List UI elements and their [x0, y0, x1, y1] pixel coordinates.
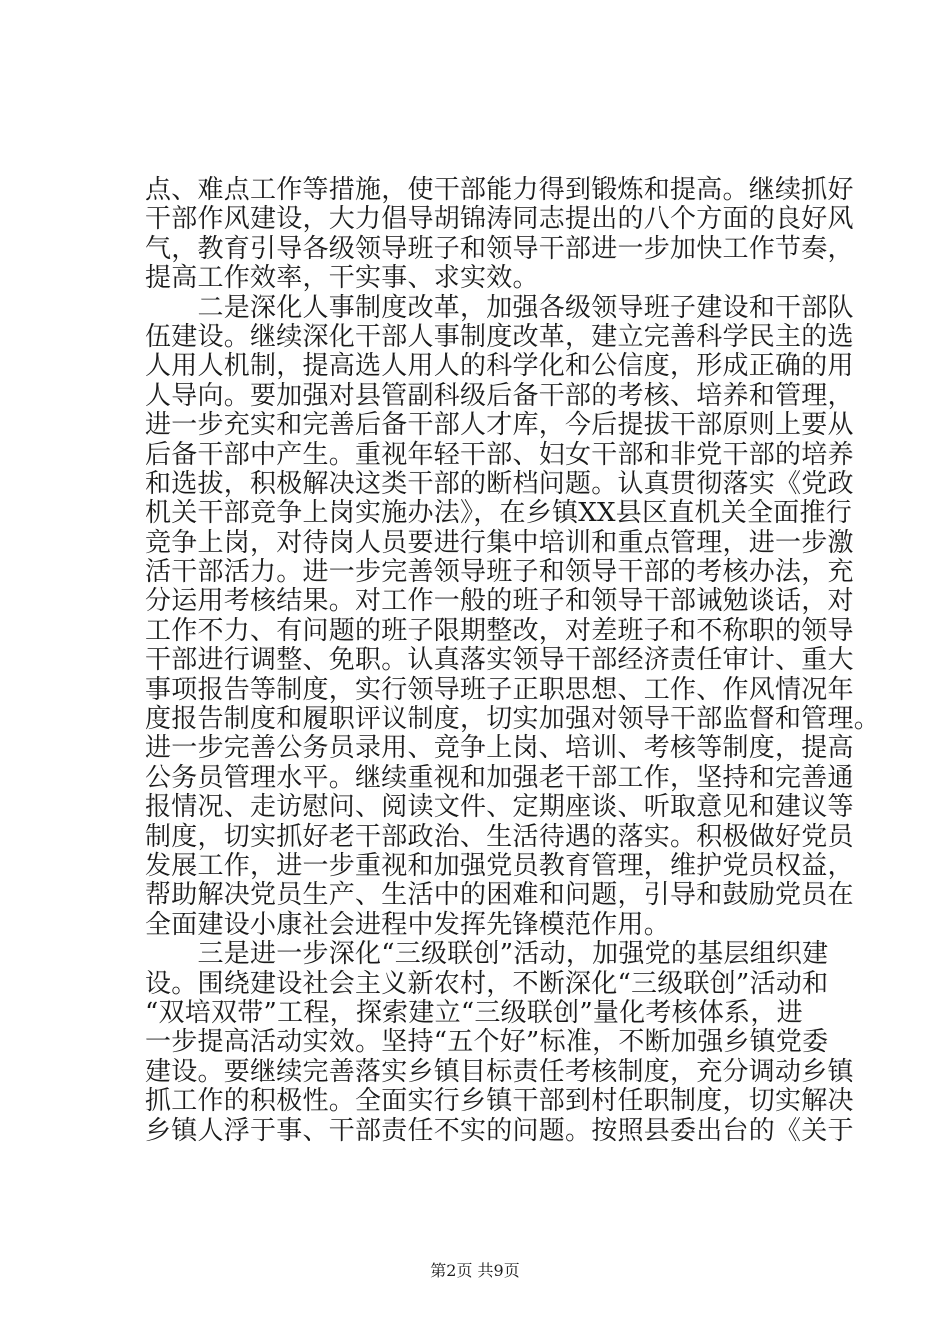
text-line: 一步提高活动实效。坚持“五个好”标准，不断加强乡镇党委 [145, 1027, 829, 1058]
text-line: 乡镇人浮于事、干部责任不实的问题。按照县委出台的《关于 [145, 1115, 854, 1146]
text-line: 制度，切实抓好老干部政治、生活待遇的落实。积极做好党员 [145, 821, 854, 852]
text-line: 竞争上岗，对待岗人员要进行集中培训和重点管理，进一步激 [145, 527, 854, 558]
text-line: 点、难点工作等措施，使干部能力得到锻炼和提高。继续抓好 [145, 175, 854, 205]
text-line: 和选拔，积极解决这类干部的断档问题。认真贯彻落实《党政 [145, 468, 854, 499]
text-line: 设。围绕建设社会主义新农村，不断深化“三级联创”活动和 [145, 968, 829, 999]
text-line: 气，教育引导各级领导班子和领导干部进一步加快工作节奏， [145, 233, 854, 264]
text-line: “双培双带”工程，探索建立“三级联创”量化考核体系，进 [145, 997, 803, 1028]
text-line: 人导向。要加强对县管副科级后备干部的考核、培养和管理， [145, 380, 854, 411]
text-line: 人用人机制，提高选人用人的科学化和公信度，形成正确的用 [145, 351, 854, 382]
text-line: 抓工作的积极性。全面实行乡镇干部到村任职制度，切实解决 [145, 1086, 854, 1117]
text-line: 活干部活力。进一步完善领导班子和领导干部的考核办法，充 [145, 557, 854, 588]
text-line: 发展工作，进一步重视和加强党员教育管理，维护党员权益， [145, 850, 854, 881]
text-line: 进一步完善公务员录用、竞争上岗、培训、考核等制度，提高 [145, 733, 854, 764]
text-line: 帮助解决党员生产、生活中的困难和问题，引导和鼓励党员在 [145, 880, 854, 911]
text-line: 度报告制度和履职评议制度，切实加强对领导干部监督和管理。 [145, 704, 881, 735]
text-line: 工作不力、有问题的班子限期整改，对差班子和不称职的领导 [145, 615, 854, 646]
page-footer: 第2页 共9页 [430, 1261, 520, 1280]
text-line: 建设。要继续完善落实乡镇目标责任考核制度，充分调动乡镇 [145, 1056, 854, 1087]
text-line: 公务员管理水平。继续重视和加强老干部工作，坚持和完善通 [145, 762, 854, 793]
text-line: 干部进行调整、免职。认真落实领导干部经济责任审计、重大 [145, 645, 854, 676]
text-line: 三是进一步深化“三级联创”活动，加强党的基层组织建 [145, 939, 829, 970]
text-line: 进一步充实和完善后备干部人才库，今后提拔干部原则上要从 [145, 410, 854, 441]
text-line: 伍建设。继续深化干部人事制度改革，建立完善科学民主的选 [145, 321, 854, 352]
text-line: 分运用考核结果。对工作一般的班子和领导干部诫勉谈话，对 [145, 586, 854, 617]
text-line: 后备干部中产生。重视年轻干部、妇女干部和非党干部的培养 [145, 439, 854, 470]
text-line: 全面建设小康社会进程中发挥先锋模范作用。 [145, 909, 671, 940]
text-line: 机关干部竞争上岗实施办法》，在乡镇XX县区直机关全面推行 [145, 498, 853, 529]
text-line: 干部作风建设，大力倡导胡锦涛同志提出的八个方面的良好风 [145, 204, 854, 235]
text-line: 报情况、走访慰问、阅读文件、定期座谈、听取意见和建议等 [145, 792, 854, 823]
text-line: 事项报告等制度，实行领导班子正职思想、工作、作风情况年 [145, 674, 854, 705]
text-line: 提高工作效率，干实事、求实效。 [145, 263, 539, 294]
document-body [145, 175, 881, 1146]
text-line: 二是深化人事制度改革，加强各级领导班子建设和干部队 [145, 292, 854, 323]
